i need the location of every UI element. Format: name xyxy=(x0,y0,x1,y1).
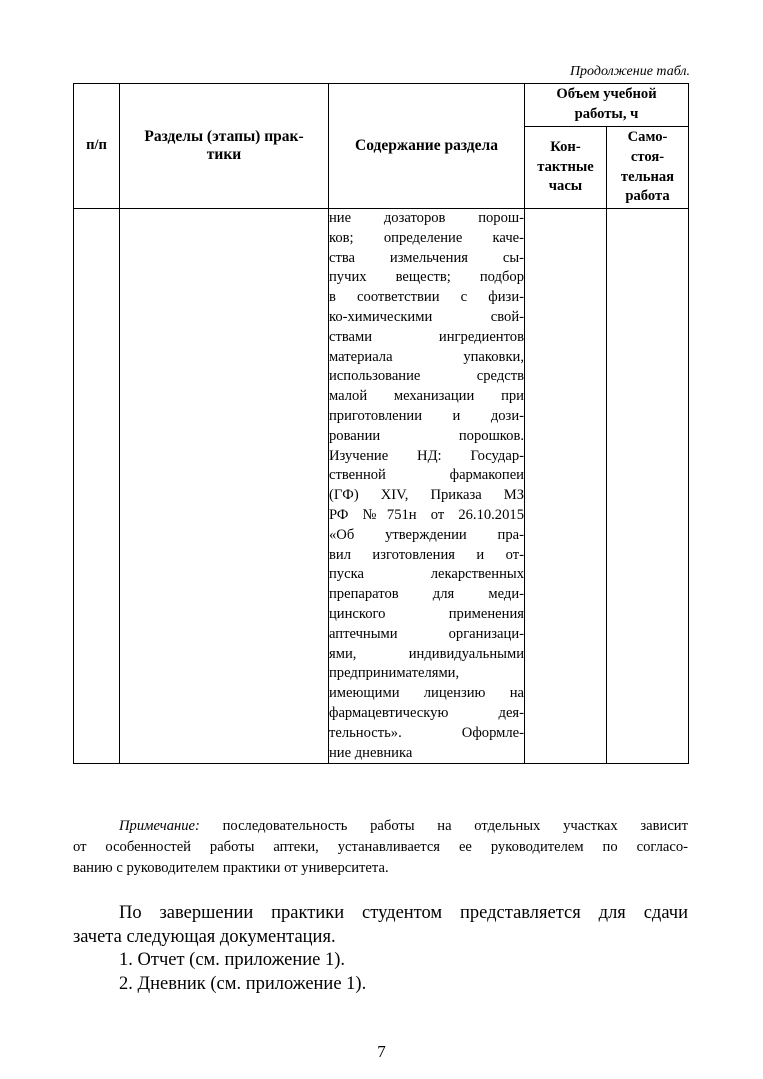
header-self-work: Само- стоя- тельная работа xyxy=(607,127,689,209)
table-row xyxy=(74,209,689,764)
note-label: Примечание: xyxy=(119,818,200,834)
closing-paragraph: По завершении практики студентом представляется для сдачи зачета следующая документация. 1. Отчет (см. приложение 1). 2. Дневник (см. приложение 1). xyxy=(73,902,688,996)
cell-content: ние дозаторов порош- ков; определение каче- ства измельчения сы- пучих веществ; подбор в соответствии с физи- ко-химическими свой- ствами ингредиентов материала упаковки, использование средств малой механизации при приготовлении и дози- ровании порошков. Изучение НД: Государ- ственной фармакопеи (ГФ) XIV, Приказа МЗ РФ №751н от 26.10.2015 «Об утверждении пра- вил изготовления и от- пуска лекарственных препаратов для меди- цинского применения аптечными организаци- ями, индивидуальными предпринимателями, имеющими лицензию на фармацевтическую дея- тельность». Оформле- ние дневника xyxy=(329,209,525,764)
header-content: Содержание раздела xyxy=(329,84,525,209)
cell-section xyxy=(120,209,329,764)
header-num: п/п xyxy=(74,84,120,209)
practice-table xyxy=(73,83,689,764)
header-volume: Объем учебной работы, ч xyxy=(525,84,689,127)
header-contact-hours: Кон- тактные часы xyxy=(525,127,607,209)
continuation-label: Продолжение табл. xyxy=(569,64,690,79)
cell-contact-hours xyxy=(525,209,607,764)
cell-num xyxy=(74,209,120,764)
list-item: 2. Дневник (см. приложение 1). xyxy=(119,973,367,994)
table-note: Примечание: последовательность работы на отдельных участках зависит от особенностей работы аптеки, устанавливается ее руководителем по согласо- ванию с руководителем практики от университета. xyxy=(73,818,688,876)
header-sections: Разделы (этапы) прак- тики xyxy=(120,84,329,209)
cell-self-work xyxy=(607,209,689,764)
page-number: 7 xyxy=(377,1042,386,1061)
list-item: 1. Отчет (см. приложение 1). xyxy=(119,950,345,970)
